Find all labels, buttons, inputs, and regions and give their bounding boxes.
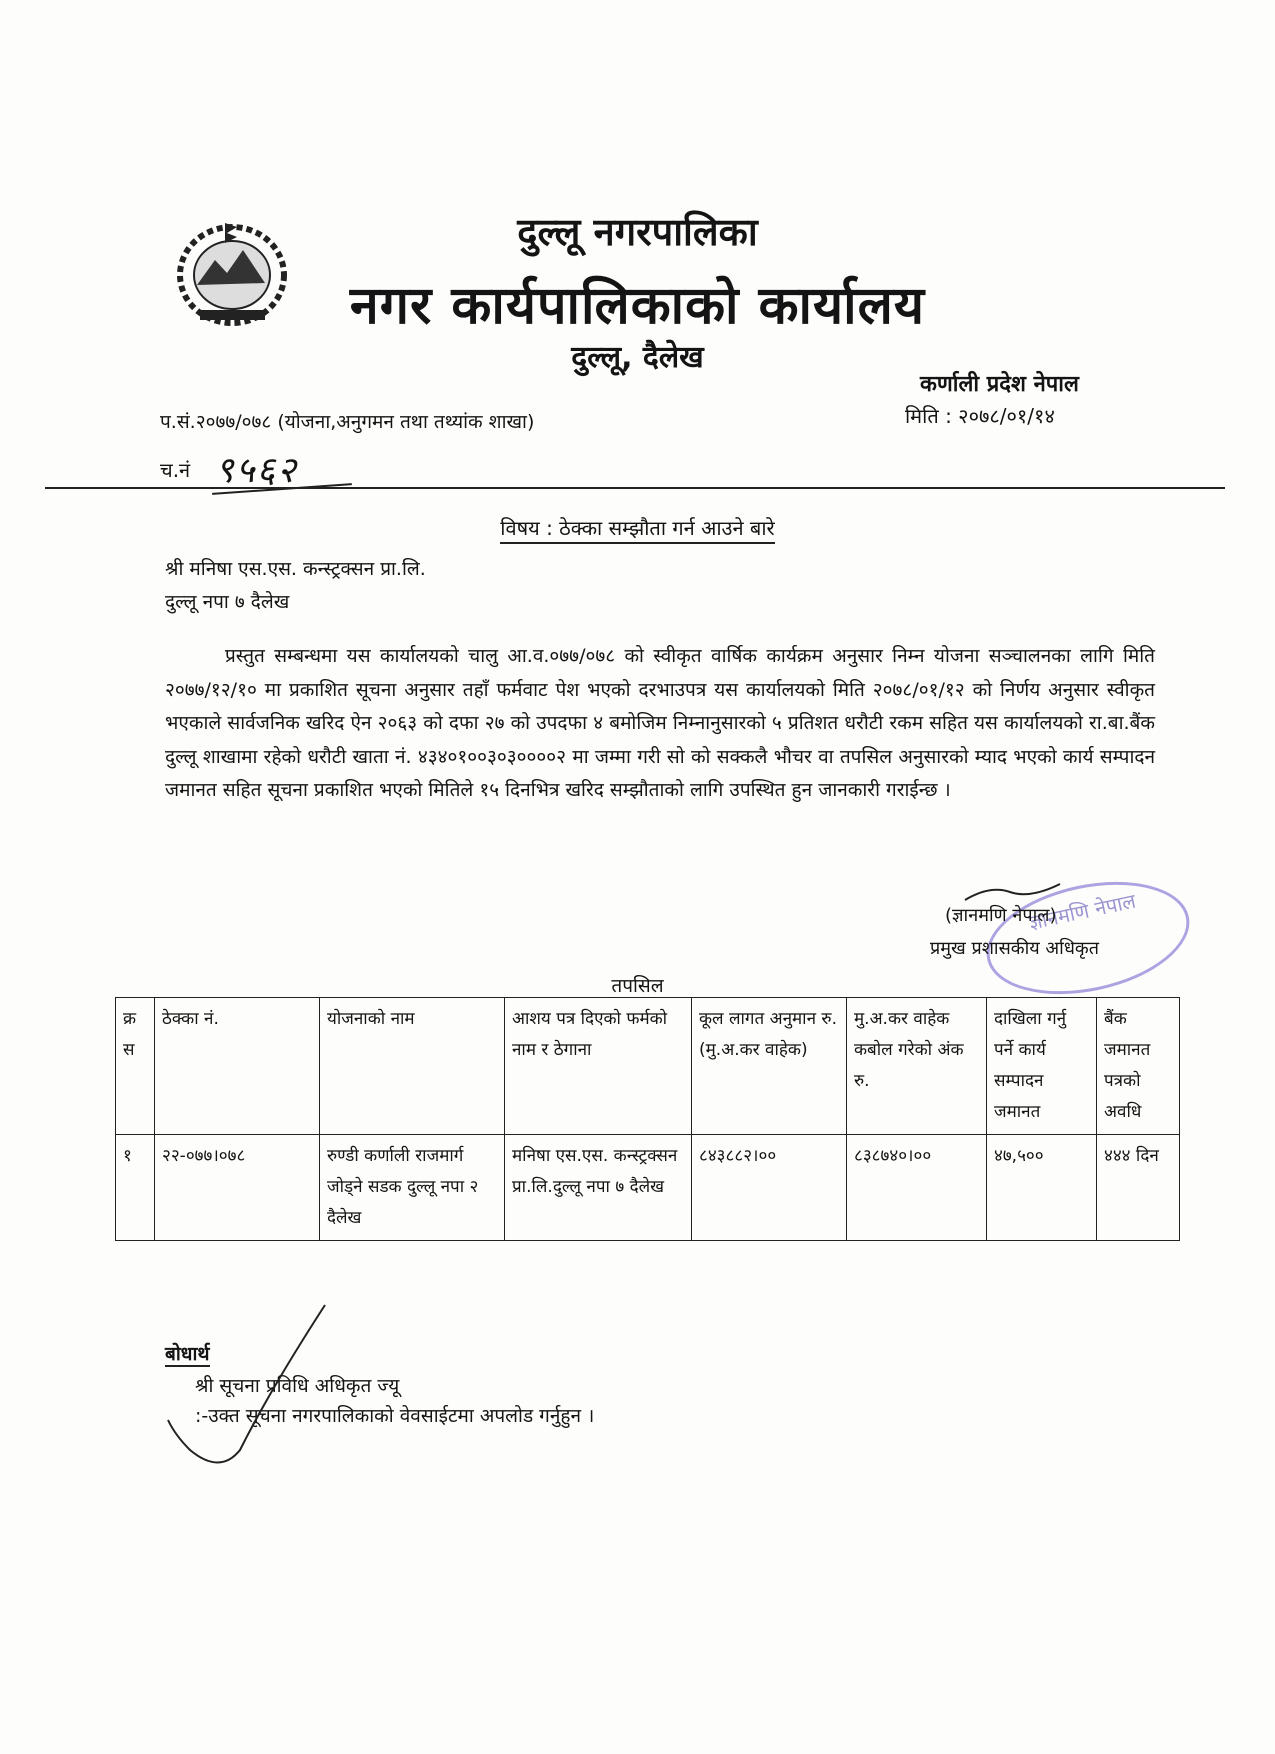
cc-recipient: श्री सूचना प्रविधि अधिकृत ज्यू	[195, 1375, 400, 1397]
header-sn: क्र स	[116, 998, 155, 1135]
cc-instruction: :-उक्त सूचना नगरपालिकाको वेवसाईटमा अपलोड गर्नुहुन ।	[195, 1405, 595, 1427]
cc-label-text: बोधार्थ	[165, 1343, 210, 1365]
signature-scribble-icon	[960, 880, 1070, 905]
header-period: बैंक जमानत पत्रको अवधि	[1097, 998, 1180, 1135]
cell-contract-no: २२-०७७।०७८	[155, 1135, 320, 1241]
cell-period: ४४४ दिन	[1097, 1135, 1180, 1241]
province-name: कर्णाली प्रदेश नेपाल	[920, 372, 1079, 397]
subject-line	[0, 514, 1275, 541]
header-bid: मु.अ.कर वाहेक कबोल गरेको अंक रु.	[847, 998, 987, 1135]
letter-date: मिति : २०७८/०१/१४	[905, 404, 1055, 428]
body-paragraph: प्रस्तुत सम्बन्धमा यस कार्यालयको चालु आ.व.०७७/०७८ को स्वीकृत वार्षिक कार्यक्रम अनुसार निम्न योजना सञ्चालनका लागि मिति २०७७/१२/१० मा प्रकाशित सूचना अनुसार तहाँ फर्मवाट पेश भएको दरभाउपत्र यस कार्यालयको मिति २०७८/०१/१२ को निर्णय अनुसार स्वीकृत भएकाले सार्वजनिक खरिद ऐन २०६३ को दफा २७ को उपदफा ४ बमोजिम निम्नानुसारको ५ प्रतिशत धरौटी रकम सहित यस कार्यालयको रा.बा.बैंक दुल्लू शाखामा रहेको धरौटी खाता नं. ४३४०१००३०३००००२ मा जम्मा गरी सो को सक्कलै भौचर वा तपसिल अनुसारको म्याद भएको कार्य सम्पादन जमानत सहित सूचना प्रकाशित भएको मितिले १५ दिनभित्र खरिद सम्झौताको लागि उपस्थित हुन जानकारी गराईन्छ ।	[165, 645, 1155, 801]
dispatch-label: च.नं	[160, 458, 191, 482]
cell-plan: रुण्डी कर्णाली राजमार्ग जोड्ने सडक दुल्लू नपा २ दैलेख	[320, 1135, 505, 1241]
header-contract-no: ठेक्का नं.	[155, 998, 320, 1135]
signer-name: (ज्ञानमणि नेपाल)	[945, 905, 1057, 926]
reference-number: प.सं.२०७७/०७८ (योजना,अनुगमन तथा तथ्यांक शाखा)	[160, 411, 535, 433]
stamp-text: ज्ञानमणि नेपाल	[1026, 888, 1138, 935]
office-location: दुल्लू, दैलेख	[571, 340, 704, 375]
signer-title: प्रमुख प्रशासकीय अधिकृत	[930, 938, 1099, 959]
handwritten-mark-icon	[160, 1300, 340, 1480]
municipality-name: दुल्लू नगरपालिका	[517, 210, 758, 254]
header-estimate: कूल लागत अनुमान रु. (मु.अ.कर वाहेक)	[692, 998, 847, 1135]
header-plan: योजनाको नाम	[320, 998, 505, 1135]
cell-firm: मनिषा एस.एस. कन्स्ट्रक्सन प्रा.लि.दुल्लू नपा ७ दैलेख	[505, 1135, 692, 1241]
header-firm: आशय पत्र दिएको फर्मको नाम र ठेगाना	[505, 998, 692, 1135]
recipient-name: श्री मनिषा एस.एस. कन्स्ट्रक्सन प्रा.लि.	[165, 558, 426, 580]
schedule-table	[115, 997, 1180, 1241]
dispatch-number: ९५६२	[215, 450, 298, 491]
subject-text: विषय : ठेक्का सम्झौता गर्न आउने बारे	[500, 516, 774, 544]
cell-estimate: ८४३८८२।००	[692, 1135, 847, 1241]
recipient-address: दुल्लू नपा ७ दैलेख	[165, 591, 290, 613]
cell-sn: १	[116, 1135, 155, 1241]
office-name: नगर कार्यपालिकाको कार्यालय	[349, 276, 926, 336]
cell-guarantee: ४७,५००	[987, 1135, 1097, 1241]
cell-bid: ८३८७४०।००	[847, 1135, 987, 1241]
table-row	[116, 1135, 1180, 1241]
schedule-title: तपसिल	[611, 975, 664, 997]
table-header-row	[116, 998, 1180, 1135]
header-guarantee: दाखिला गर्नु पर्ने कार्य सम्पादन जमानत	[987, 998, 1097, 1135]
header-divider	[45, 487, 1225, 489]
